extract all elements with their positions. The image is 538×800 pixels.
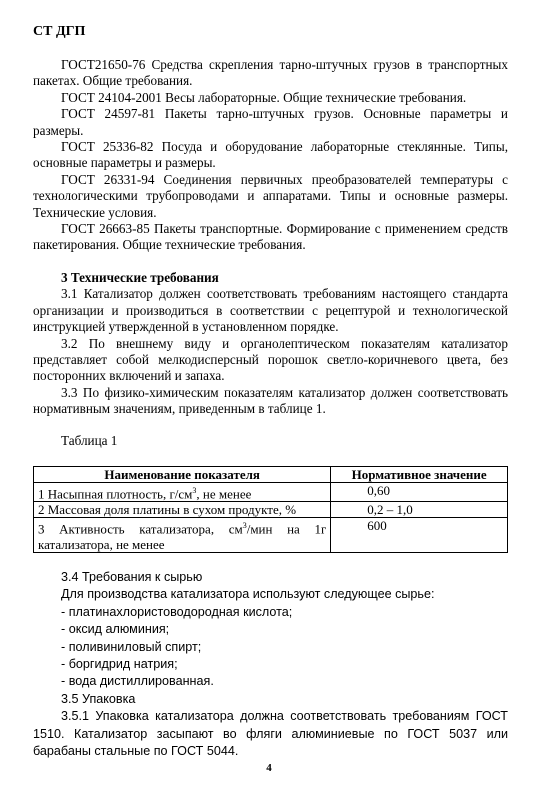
paragraph-3-3: 3.3 По физико-химическим показателям катализатор должен соответствовать нормативным значениям, приведенным в таблице 1.: [33, 384, 508, 417]
indicator-name: 2 Массовая доля платины в сухом продукте, %: [34, 502, 331, 518]
indicator-name: 3 Активность катализатора, $см^3$/мин на 1г катализатора, не менее: [34, 518, 331, 552]
indicator-name: 1 Насыпная плотность, $г/см^3$, не менее: [34, 483, 331, 502]
list-item: - платинахлористоводородная кислота;: [61, 604, 293, 619]
standard-item: ГОСТ 25336-82 Посуда и оборудование лабораторные стеклянные. Типы, основные параметры и размеры.: [33, 139, 508, 171]
paragraph-3-2: 3.2 По внешнему виду и органолептическом показателям катализатор представляет собой мелкодисперсный порошок светло-коричневого цвета, без посторонних включений и запаха.: [33, 335, 508, 384]
paragraph-3-5-1-cont: 1510. Катализатор засыпают во фляги алюминиевые по ГОСТ 5037 или барабаны стальные по ГОСТ 5044.: [33, 726, 508, 759]
list-item: - поливиниловый спирт;: [61, 639, 202, 654]
section-3: [33, 270, 508, 418]
standard-item: ГОСТ21650-76 Средства скрепления тарно-штучных грузов в транспортных пакетах. Общие требования.: [33, 57, 508, 89]
standard-item: ГОСТ 26331-94 Соединения первичных преобразователей температуры с технологическими трубопроводами и аппаратами. Типы и основные размеры. Технические условия.: [33, 171, 508, 220]
indicator-value: 0,60: [331, 483, 508, 502]
list-item: - вода дистиллированная.: [61, 674, 214, 689]
table-row: [34, 483, 508, 502]
section-title: 3.5 Упаковка: [61, 691, 136, 706]
table-row: [34, 502, 508, 518]
indicator-value: 600: [331, 518, 508, 552]
standard-item: ГОСТ 26663-85 Пакеты транспортные. Формирование с применением средств пакетирования. Общие технические требования.: [33, 221, 508, 253]
paragraph: Для производства катализатора используют следующее сырье:: [61, 587, 435, 602]
section-title: 3.4 Требования к сырью: [61, 570, 203, 584]
page-number: 4: [266, 762, 272, 774]
paragraph-3-1: 3.1 Катализатор должен соответствовать требованиям настоящего стандарта организации и производиться в соответствии с рецептурой и технологической инструкцией утвержденной в установленном порядке.: [33, 286, 508, 335]
table-header-row: [34, 467, 508, 483]
list-item: - боргидрид натрия;: [61, 657, 178, 672]
section-3-4: [33, 569, 508, 760]
section-title: 3 Технические требования: [61, 270, 219, 285]
table-container: [33, 466, 508, 553]
paragraph-3-5-1: 3.5.1 Упаковка катализатора должна соответствовать требованиям ГОСТ: [61, 709, 508, 724]
indicator-value: 0,2 – 1,0: [331, 502, 508, 518]
column-header: Наименование показателя: [34, 467, 331, 483]
table-caption: Таблица 1: [61, 433, 118, 448]
standards-list: [33, 57, 508, 254]
document-header: СТ ДГП: [33, 24, 86, 39]
list-item: - оксид алюминия;: [61, 622, 170, 637]
table-row: [34, 518, 508, 552]
column-header: Нормативное значение: [331, 467, 508, 483]
standard-item: ГОСТ 24104-2001 Весы лабораторные. Общие технические требования.: [61, 89, 467, 105]
indicators-table: [33, 466, 508, 553]
standard-item: ГОСТ 24597-81 Пакеты тарно-штучных грузов. Основные параметры и размеры.: [33, 106, 508, 138]
